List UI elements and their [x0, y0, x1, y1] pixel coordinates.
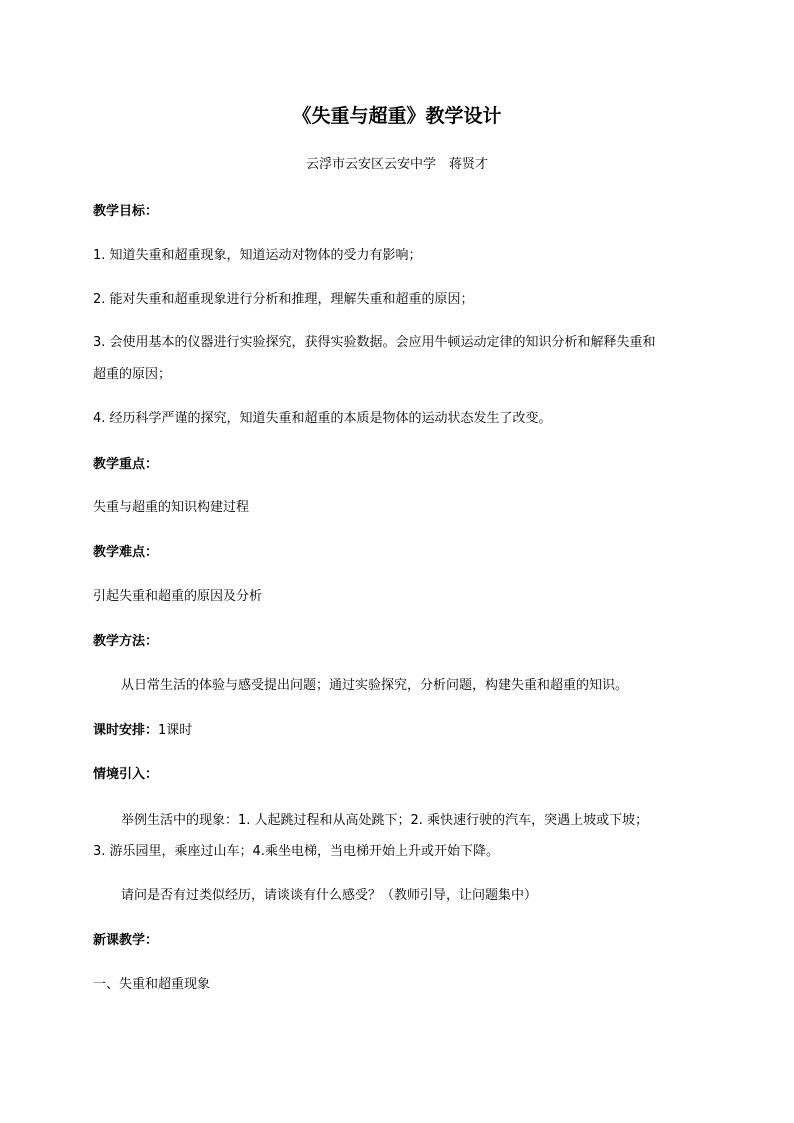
- difficulties-heading: 教学难点：: [93, 545, 159, 560]
- section-1-title: 一、失重和超重现象: [93, 977, 211, 992]
- intro-heading: 情境引入：: [93, 767, 159, 782]
- document-author: 云浮市云安区云安中学 蒋贤才: [305, 157, 488, 172]
- intro-line-3: 请问是否有过类似经历，请谈谈有什么感受？（教师引导，让问题集中）: [121, 888, 538, 903]
- schedule-line: [93, 722, 192, 740]
- methods-text: 从日常生活的体验与感受提出问题；通过实验探究，分析问题，构建失重和超重的知识。: [121, 678, 629, 693]
- difficulties-text: 引起失重和超重的原因及分析: [93, 589, 263, 604]
- objective-item-3-continued: 超重的原因；: [93, 367, 172, 382]
- intro-line-1: 举例生活中的现象：1. 人起跳过程和从高处跳下；2. 乘快速行驶的汽车，突遇上坡或下坡；: [121, 813, 649, 828]
- document-title: 《失重与超重》教学设计: [292, 105, 502, 127]
- key-points-heading: 教学重点：: [93, 457, 159, 472]
- objective-item-2: 2. 能对失重和超重现象进行分析和推理，理解失重和超重的原因；: [93, 292, 474, 307]
- key-points-text: 失重与超重的知识构建过程: [93, 500, 250, 515]
- objectives-heading: 教学目标：: [93, 204, 159, 219]
- schedule-text: 1课时: [158, 723, 193, 738]
- intro-line-2: 3. 游乐园里，乘座过山车；4.乘坐电梯，当电梯开始上升或开始下降。: [93, 844, 499, 859]
- methods-heading: 教学方法：: [93, 634, 159, 649]
- objective-item-1: 1. 知道失重和超重现象，知道运动对物体的受力有影响；: [93, 248, 422, 263]
- new-lesson-heading: 新课教学：: [93, 933, 159, 948]
- schedule-heading: 课时安排：: [93, 723, 159, 738]
- objective-item-4: 4. 经历科学严谨的探究，知道失重和超重的本质是物体的运动状态发生了改变。: [93, 411, 552, 426]
- objective-item-3: 3. 会使用基本的仪器进行实验探究，获得实验数据。会应用牛顿运动定律的知识分析和解释失重和: [93, 335, 656, 350]
